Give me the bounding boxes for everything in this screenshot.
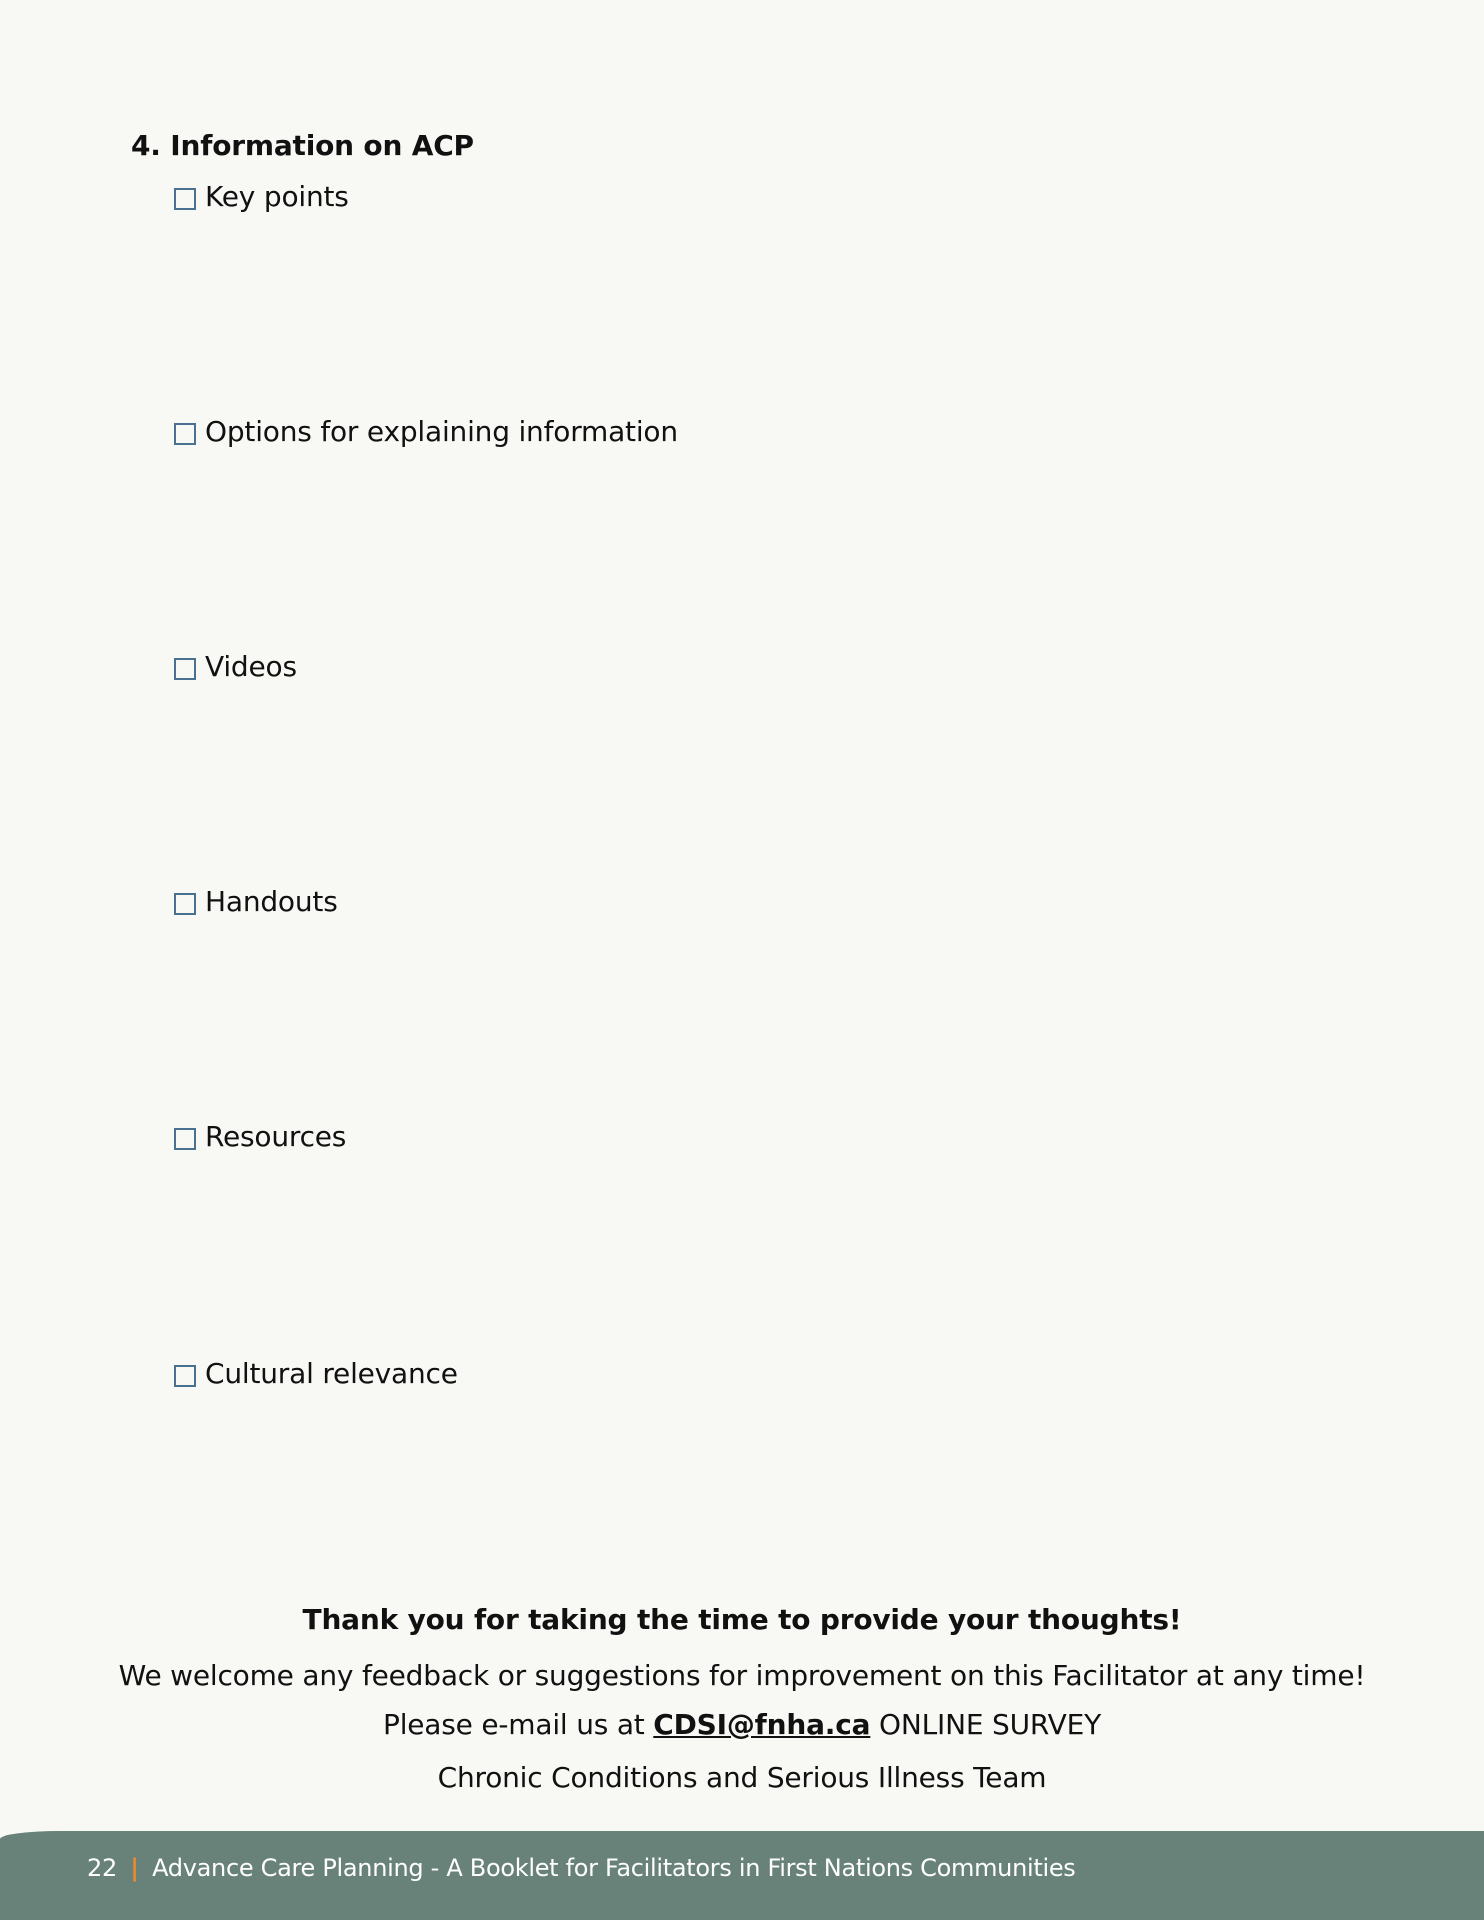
section-heading: 4. Information on ACP [131,129,474,162]
checklist-item-cultural-relevance[interactable] [174,1354,458,1394]
checklist-item-label: Options for explaining information [205,415,678,448]
checklist-item-options-for-explaining[interactable] [174,412,678,452]
checkbox[interactable] [174,423,196,445]
online-survey-link[interactable]: ONLINE SURVEY [879,1708,1101,1741]
booklet-title: Advance Care Planning - A Booklet for Facilitators in First Nations Communities [152,1854,1076,1882]
checklist-item-resources[interactable] [174,1117,346,1157]
checklist-item-label: Cultural relevance [205,1357,458,1390]
email-link[interactable]: CDSI@fnha.ca [653,1708,871,1741]
checkbox[interactable] [174,658,196,680]
footer-separator: | [130,1854,139,1882]
checklist-item-handouts[interactable] [174,882,338,922]
checkbox[interactable] [174,1128,196,1150]
checkbox[interactable] [174,188,196,210]
feedback-invitation: We welcome any feedback or suggestions for improvement on this Facilitator at any time! [118,1659,1366,1692]
checklist-item-label: Handouts [205,885,338,918]
email-prefix: Please e-mail us at [383,1708,645,1741]
checklist-item-key-points[interactable] [174,177,349,217]
checklist-item-label: Resources [205,1120,347,1153]
footer-text [87,1850,1076,1886]
checkbox[interactable] [174,893,196,915]
contact-line [0,1705,1484,1745]
checklist-item-videos[interactable] [174,647,297,687]
page-number: 22 [87,1854,117,1882]
team-name: Chronic Conditions and Serious Illness Team [437,1761,1047,1794]
checklist-item-label: Key points [205,180,349,213]
checklist-item-label: Videos [205,650,297,683]
thank-you-message: Thank you for taking the time to provide your thoughts! [302,1603,1182,1636]
checkbox[interactable] [174,1365,196,1387]
